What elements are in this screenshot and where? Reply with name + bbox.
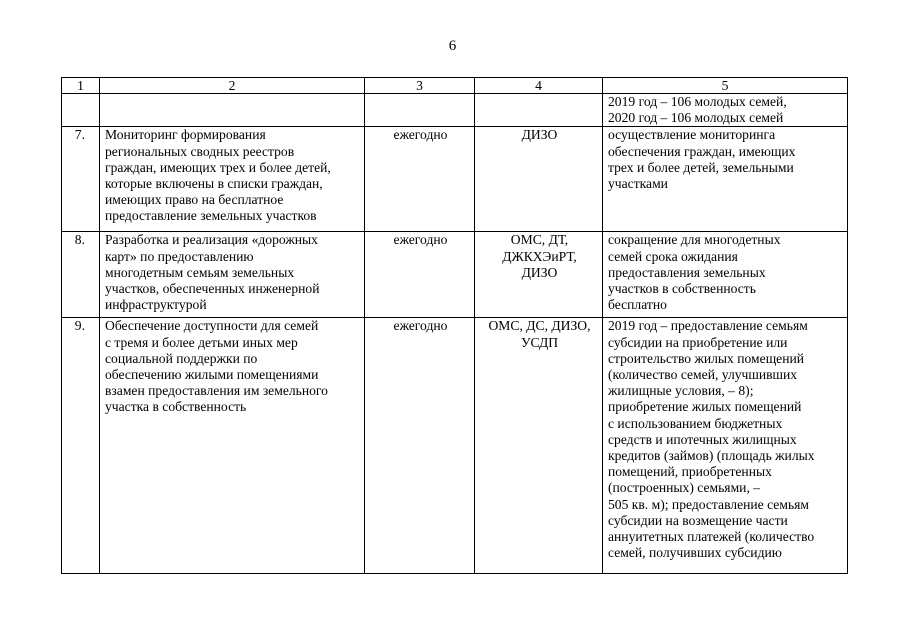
measure-cell	[100, 127, 365, 232]
row-number-cell	[62, 94, 100, 127]
text-line: инфраструктурой	[105, 297, 207, 313]
text-line: семей, получивших субсидию	[608, 545, 782, 561]
executor-cell	[475, 94, 603, 127]
text-line: участков в собственность	[608, 281, 756, 297]
column-header-3: 3	[365, 78, 475, 94]
row-number-cell: 8.	[62, 232, 100, 318]
row-number-cell: 7.	[62, 127, 100, 232]
text-line: карт» по предоставлению	[105, 248, 254, 264]
text-line: жилищные условия, – 8);	[608, 383, 754, 399]
result-cell	[603, 318, 848, 574]
text-line: взамен предоставления им земельного	[105, 383, 328, 399]
text-line: Разработка и реализация «дорожных	[105, 232, 318, 248]
text-line: строительство жилых помещений	[608, 350, 805, 366]
result-cell	[603, 232, 848, 318]
text-line: имеющих право на бесплатное	[105, 192, 284, 208]
text-line: помещений, приобретенных	[608, 464, 772, 480]
text-line: с тремя и более детьми иных мер	[105, 334, 298, 350]
text-line: региональных сводных реестров	[105, 143, 295, 159]
page-number: 6	[448, 38, 457, 54]
text-line: ОМС, ДС, ДИЗО,	[488, 318, 591, 334]
text-line: (количество семей, улучшивших	[608, 367, 798, 383]
text-line: средств и ипотечных жилищных	[608, 431, 797, 447]
table-row	[62, 232, 848, 318]
text-line: обеспечению жилыми помещениями	[105, 367, 319, 383]
text-line: 2019 год – предоставление семьям	[608, 318, 808, 334]
table-header-row	[62, 78, 848, 94]
result-cell	[603, 94, 848, 127]
text-line: приобретение жилых помещений	[608, 399, 802, 415]
text-line: субсидии на приобретение или	[608, 334, 788, 350]
text-line: с использованием бюджетных	[608, 415, 783, 431]
text-line: которые включены в списки граждан,	[105, 176, 323, 192]
text-line: УСДП	[520, 334, 559, 350]
text-line: ДИЗО	[521, 264, 558, 280]
period-cell	[365, 318, 475, 574]
text-line: предоставления земельных	[608, 264, 766, 280]
text-line: ежегодно	[393, 232, 448, 248]
table-row	[62, 127, 848, 232]
measures-table	[61, 77, 848, 574]
text-line: семей срока ожидания	[608, 248, 738, 264]
text-line: субсидии на возмещение части	[608, 512, 788, 528]
column-header-4: 4	[475, 78, 603, 94]
text-line: участков, обеспеченных инженерной	[105, 281, 320, 297]
text-line: аннуитетных платежей (количество	[608, 529, 815, 545]
executor-cell	[475, 232, 603, 318]
measure-cell	[100, 232, 365, 318]
executor-cell	[475, 127, 603, 232]
text-line: ежегодно	[393, 318, 448, 334]
text-line: Мониторинг формирования	[105, 127, 266, 143]
text-line: ОМС, ДТ,	[510, 232, 569, 248]
table-row	[62, 94, 848, 127]
measure-cell	[100, 318, 365, 574]
column-header-5: 5	[603, 78, 848, 94]
measure-cell	[100, 94, 365, 127]
text-line: многодетным семьям земельных	[105, 264, 295, 280]
text-line: 2020 год – 106 молодых семей	[608, 110, 784, 126]
executor-cell	[475, 318, 603, 574]
column-header-1: 1	[62, 78, 100, 94]
text-line: бесплатно	[608, 297, 667, 313]
text-line: социальной поддержки по	[105, 350, 258, 366]
text-line: участками	[608, 176, 668, 192]
text-line: трех и более детей, земельными	[608, 159, 794, 175]
period-cell	[365, 94, 475, 127]
text-line: Обеспечение доступности для семей	[105, 318, 319, 334]
text-line: граждан, имеющих трех и более детей,	[105, 159, 331, 175]
text-line: ДЖКХЭиРТ,	[502, 248, 577, 264]
text-line: 2019 год – 106 молодых семей,	[608, 94, 787, 109]
period-cell	[365, 127, 475, 232]
text-line: ежегодно	[393, 127, 448, 143]
text-line: предоставление земельных участков	[105, 208, 317, 224]
text-line: сокращение для многодетных	[608, 232, 781, 248]
table-row	[62, 318, 848, 574]
period-cell	[365, 232, 475, 318]
row-number-cell: 9.	[62, 318, 100, 574]
text-line: обеспечения граждан, имеющих	[608, 143, 796, 159]
text-line: участка в собственность	[105, 399, 247, 415]
result-cell	[603, 127, 848, 232]
text-line: ДИЗО	[521, 127, 558, 143]
text-line: 505 кв. м); предоставление семьям	[608, 496, 809, 512]
text-line: осуществление мониторинга	[608, 127, 776, 143]
text-line: (построенных) семьями, –	[608, 480, 761, 496]
column-header-2: 2	[100, 78, 365, 94]
text-line: кредитов (займов) (площадь жилых	[608, 448, 815, 464]
